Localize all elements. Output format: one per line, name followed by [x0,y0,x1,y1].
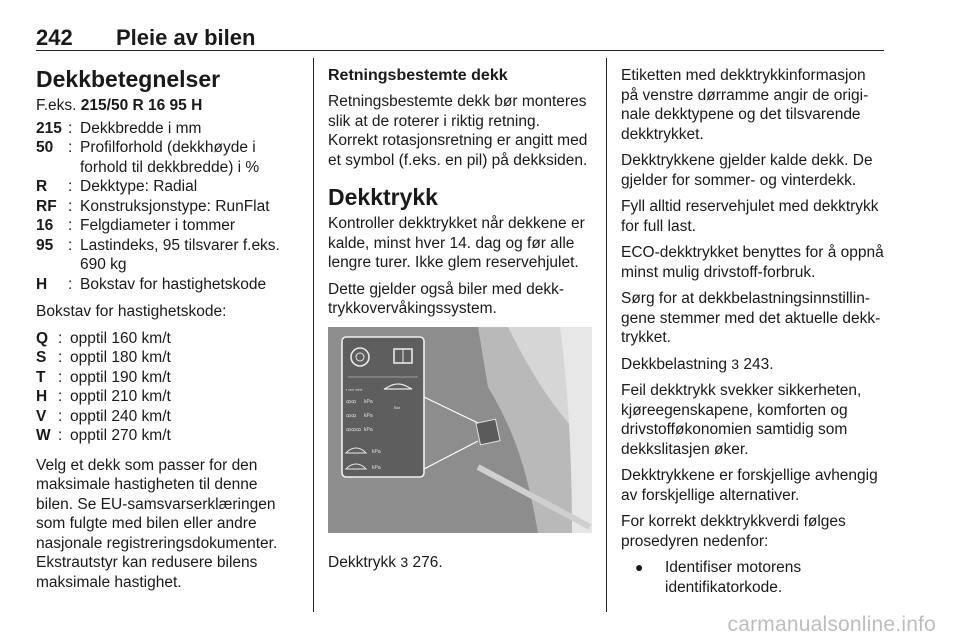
speed-value: opptil 210 km/t [70,388,171,405]
speed-colon: : [58,349,63,366]
speed-note-paragraph: Velg et dekk som passer for den maksimale hastigheten til denne bilen. Se EU-samsvarserklæringen som fulgte med bilen eller andre nasjonale registreringsdokumenter. Ekstrautstyr kan redusere bilens maksimale hastighet. [36,456,278,591]
definition-row [36,119,294,139]
cross-reference-page: 243. [743,355,774,373]
definition-row [36,197,294,217]
wrong-pressure-paragraph: Feil dekktrykk svekker sikkerheten, kjøreegenskapene, komforten og drivstofføkonomien samtidig som dekkslitasjen øker. [621,382,862,458]
svg-text:ꝏꝏꝏ: ꝏꝏꝏ [346,426,362,433]
eco-pressure-paragraph: ECO-dekktrykket benyttes for å oppnå minst mulig drivstoff-forbruk. [621,244,884,281]
spare-wheel-paragraph: Fyll alltid reservehjulet med dekktrykk for full last. [621,198,879,235]
definition-key: 50 [36,139,54,156]
bar-text: Bar [394,404,401,410]
directional-tires-paragraph: Retningsbestemte dekk bør monteres slik at de roterer i riktig retning. Korrekt rotasjonsretning er angitt med et symbol (f.eks. en pil) på dekksiden. [328,93,588,169]
page-header [36,16,884,51]
kpa-text: kPa [372,464,381,471]
speed-value: opptil 270 km/t [70,427,171,444]
speed-code-list [36,329,294,446]
tire-pressure-paragraph-2: Dette gjelder også biler med dekktrykkovervåkingssystem. [328,280,565,317]
bullet-icon: ● [635,559,644,575]
definition-row [36,275,294,295]
definition-colon: : [68,178,73,195]
definition-colon: : [68,119,73,137]
cross-reference-arrow-icon: 3 [731,355,740,372]
label-location-paragraph: Etiketten med dekktrykkinformasjon på venstre dørramme angir de originale dekktypene og det tilsvarende dekktrykket. [621,67,869,143]
speed-colon: : [58,368,63,386]
example-value: 215/50 R 16 95 H [80,97,203,114]
definition-key: H [36,275,48,293]
example-line [36,96,294,116]
definition-colon: : [68,275,73,293]
definition-row [36,138,294,177]
speed-value: opptil 180 km/t [70,349,171,366]
definition-colon: : [68,139,73,156]
procedure-intro-paragraph: For korrekt dekktrykkverdi følges prosedyren nedenfor: [621,513,846,550]
speed-key: V [36,407,47,425]
definition-key: RF [36,197,57,215]
right-column [621,66,887,597]
speed-key: T [36,368,46,386]
definition-colon: : [68,217,73,234]
svg-text:▪ ▪▪▪▪ ▪▪▪▪▪: ▪ ▪▪▪▪ ▪▪▪▪▪ [346,386,363,392]
speed-row [36,368,294,388]
kpa-text: kPa [364,426,373,433]
definition-value: Dekktype: Radial [80,178,198,195]
speed-key: W [36,427,51,444]
definition-row [36,236,294,275]
definition-value: Lastindeks, 95 tilsvarer f.eks. 690 kg [80,236,280,273]
kpa-text: kPa [364,412,373,419]
cross-reference-text: Dekktrykk [328,553,397,571]
speed-value: opptil 160 km/t [70,329,171,347]
definition-value: Bokstav for hastighetskode [80,275,267,293]
speed-row [36,348,294,368]
column-divider-2 [606,58,607,612]
definition-key: 16 [36,217,54,234]
tire-pressure-cross-reference [328,553,592,573]
bullet-text: Identifiser motorens identifikatorkode. [665,559,802,596]
speed-colon: : [58,329,63,347]
column-divider-1 [313,58,314,612]
speed-key: S [36,349,47,366]
kpa-text: kPa [372,448,381,455]
speed-row [36,329,294,349]
middle-column [328,66,592,579]
left-column [36,66,294,599]
procedure-bullet-item [635,558,887,597]
page-title: Pleie av bilen [116,25,256,50]
watermark: carmanualsonline.info [727,613,936,636]
svg-text:ꝏꝏ: ꝏꝏ [346,398,357,405]
speed-row [36,407,294,427]
speed-colon: : [58,388,63,405]
tire-pressure-paragraph-1: Kontroller dekktrykket når dekkene er kalde, minst hver 14. dag og før alle lengre turer. Ikke glem reservehjulet. [328,215,585,271]
cross-reference-page: 276. [412,553,443,571]
speed-key: H [36,388,48,405]
cold-tire-paragraph: Dekktrykkene gjelder kalde dekk. De gjelder for sommer- og vinterdekk. [621,152,873,189]
definition-row [36,216,294,236]
cross-reference-arrow-icon: 3 [400,553,409,570]
subheading-directional-tires: Retningsbestemte dekk [328,67,508,84]
speed-value: opptil 240 km/t [70,407,171,425]
tire-pressure-label-figure [328,327,592,533]
speed-colon: : [58,407,63,425]
tire-load-cross-reference [621,355,887,375]
speed-row [36,426,294,446]
speed-code-intro: Bokstav for hastighetskode: [36,303,227,320]
definition-value: Konstruksjonstype: RunFlat [80,197,270,215]
definition-colon: : [68,236,73,254]
definition-value: Profilforhold (dekkhøyde i forhold til dekkbredde) i % [80,139,260,176]
definition-value: Dekkbredde i mm [80,119,202,137]
speed-key: Q [36,329,49,347]
cross-reference-text: Dekkbelastning [621,355,727,373]
section-heading-tire-pressure: Dekktrykk [328,184,438,210]
load-settings-paragraph: Sørg for at dekkbelastningsinnstillingene stemmer med det aktuelle dekktrykket. [621,290,881,346]
definition-list [36,119,294,295]
svg-text:ꝏꝏ: ꝏꝏ [346,412,357,419]
definition-key: 95 [36,236,54,254]
definition-key: 215 [36,119,62,137]
kpa-text: kPa [364,398,373,405]
speed-colon: : [58,427,63,444]
page-number: 242 [36,25,73,50]
pressure-varies-paragraph: Dekktrykkene er forskjellige avhengig av forskjellige alternativer. [621,467,878,504]
speed-row [36,387,294,407]
definition-colon: : [68,197,73,215]
definition-key: R [36,178,48,195]
section-heading-tire-designations: Dekkbetegnelser [36,66,221,92]
definition-row [36,177,294,197]
definition-value: Felgdiameter i tommer [80,217,236,234]
tire-label-illustration [328,327,592,533]
example-prefix: F.eks. [36,97,77,114]
speed-value: opptil 190 km/t [70,368,171,386]
